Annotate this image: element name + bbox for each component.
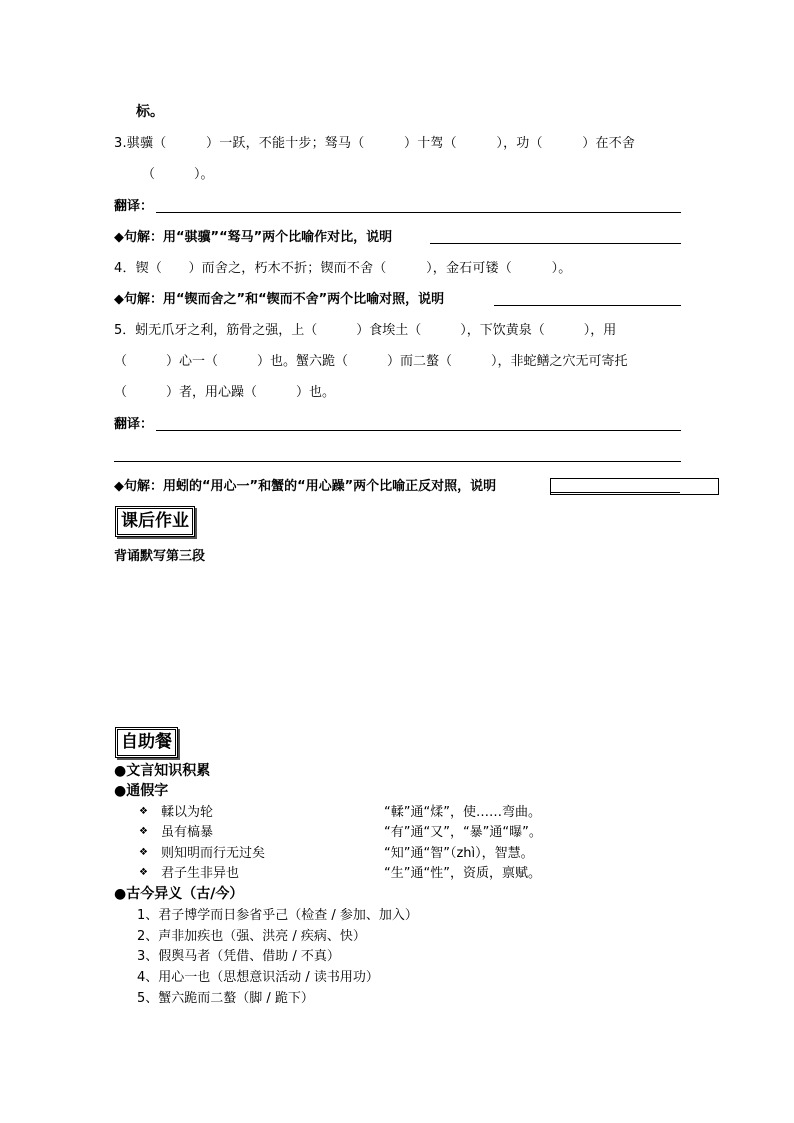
tongjia-phrase: 輮以为轮 bbox=[161, 805, 214, 820]
diamond-bullet-icon: ❖ bbox=[139, 847, 148, 858]
diamond-bullet-icon: ❖ bbox=[139, 867, 148, 878]
selfhelp-heading: 自助餐 bbox=[115, 727, 178, 758]
tongjia-note: “有”通“又”，“暴”通“曝”。 bbox=[384, 825, 542, 840]
translate-label-1: 翻译： bbox=[114, 199, 154, 214]
question-3-line-2: （ ）。 bbox=[142, 167, 214, 182]
sentence-analysis-1: ◆句解：用“骐骥”“驽马”两个比喻作对比，说明 bbox=[114, 230, 393, 245]
question-5-line-1: 5．蚓无爪牙之利，筋骨之强，上（ ）食埃土（ ），下饮黄泉（ ），用 bbox=[114, 323, 617, 338]
homework-task: 背诵默写第三段 bbox=[114, 549, 206, 564]
diamond-bullet-icon: ❖ bbox=[139, 806, 148, 817]
tongjia-note: “知”通“智”（zhì），智慧。 bbox=[384, 846, 534, 861]
gujin-item: 1、君子博学而日参省乎己（检查 / 参加、加入） bbox=[137, 908, 418, 923]
section-tongjiazi: ●通假字 bbox=[114, 783, 169, 799]
gujin-item: 5、蟹六跪而二螯（脚 / 跪下） bbox=[137, 991, 314, 1006]
tongjia-note: “生”通“性”，资质，禀赋。 bbox=[384, 866, 541, 881]
answer-line-translate-2b[interactable] bbox=[114, 461, 681, 462]
question-5-line-3: （ ）者，用心躁（ ）也。 bbox=[114, 385, 336, 400]
section-classical-knowledge: ●文言知识积累 bbox=[114, 763, 211, 779]
answer-line-analysis-3 bbox=[551, 492, 680, 493]
gujin-item: 3、假舆马者（凭借、借助 / 不真） bbox=[137, 949, 340, 964]
answer-box-analysis-3[interactable] bbox=[550, 478, 719, 495]
tongjia-phrase: 虽有槁暴 bbox=[161, 825, 214, 840]
tongjia-phrase: 君子生非异也 bbox=[161, 866, 240, 881]
gujin-item: 2、声非加疾也（强、洪亮 / 疾病、快） bbox=[137, 929, 366, 944]
tongjia-phrase: 则知明而行无过矣 bbox=[161, 846, 266, 861]
question-4: 4．锲（ ）而舍之，朽木不折；锲而不舍（ ），金石可镂（ ）。 bbox=[114, 261, 572, 276]
homework-heading: 课后作业 bbox=[115, 506, 195, 537]
sentence-analysis-3: ◆句解：用蚓的“用心一”和蟹的“用心躁”两个比喻正反对照，说明 bbox=[114, 479, 497, 494]
section-gujin-yiyi: ●古今异义（古/今） bbox=[114, 886, 244, 902]
answer-line-analysis-2[interactable] bbox=[494, 305, 681, 306]
tongjia-note: “輮”通“煣”，使……弯曲。 bbox=[384, 805, 541, 820]
diamond-bullet-icon: ❖ bbox=[139, 826, 148, 837]
answer-line-translate-2a[interactable] bbox=[156, 430, 681, 431]
question-5-line-2: （ ）心一（ ）也。蟹六跪（ ）而二螯（ ），非蛇鳝之穴无可寄托 bbox=[114, 354, 628, 369]
answer-line-translate-1[interactable] bbox=[156, 212, 681, 213]
translate-label-2: 翻译： bbox=[114, 417, 154, 432]
question-3-line-1: 3.骐骥（ ）一跃，不能十步；驽马（ ）十驾（ ），功（ ）在不舍 bbox=[114, 136, 636, 151]
gujin-item: 4、用心一也（思想意识活动 / 读书用功） bbox=[137, 970, 379, 985]
answer-line-analysis-1[interactable] bbox=[430, 243, 681, 244]
line-biao: 标。 bbox=[136, 104, 164, 120]
sentence-analysis-2: ◆句解：用“锲而舍之”和“锲而不舍”两个比喻对照，说明 bbox=[114, 292, 445, 307]
